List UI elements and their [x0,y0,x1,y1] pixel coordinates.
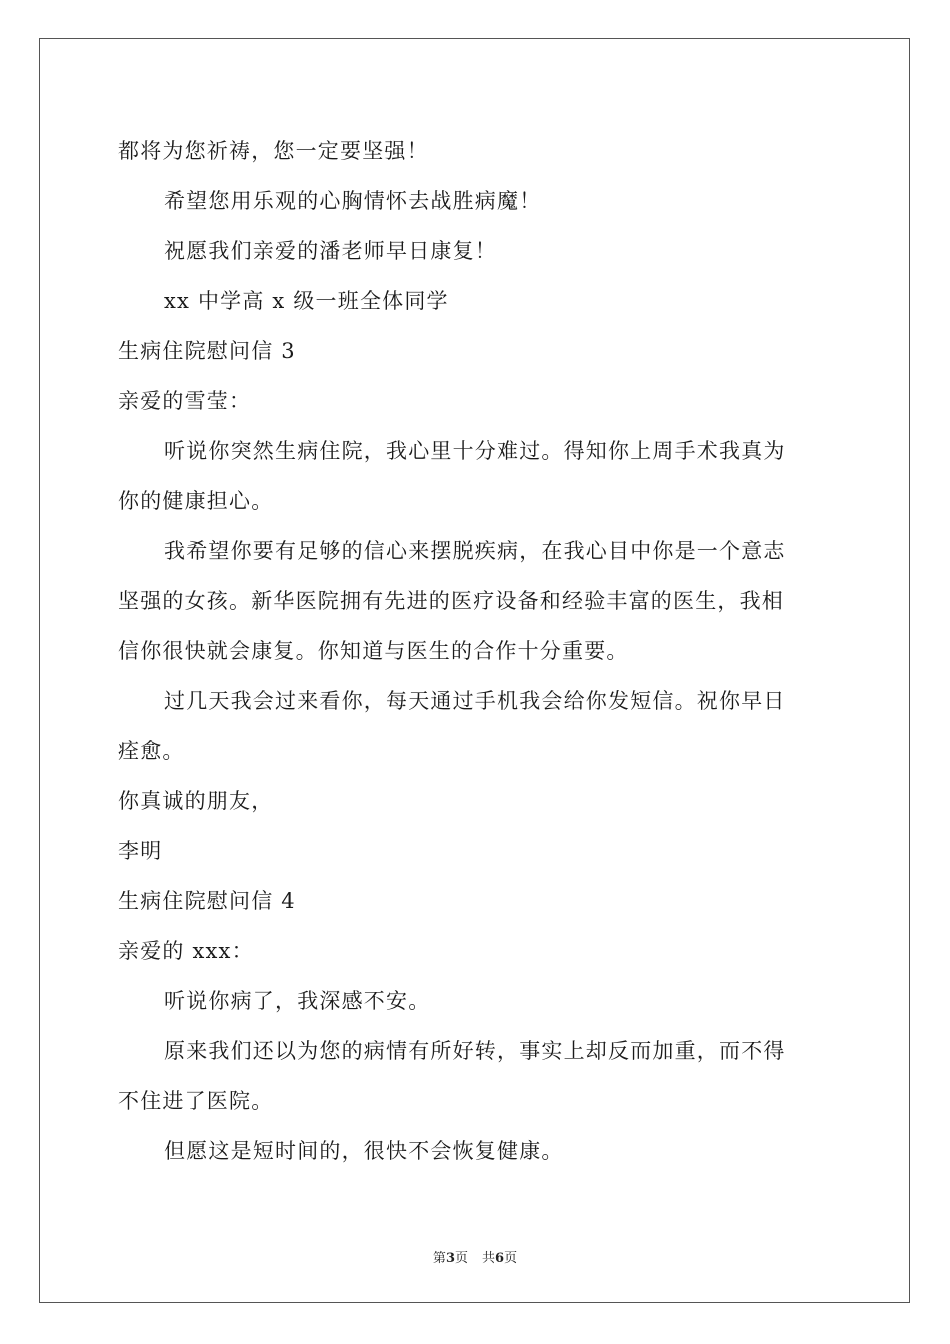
paragraph-line: 痊愈。 [118,739,185,763]
letter-title: 生病住院慰问信 3 [118,339,296,363]
page-footer [0,1247,950,1266]
closing-line: 你真诚的朋友， [118,789,274,813]
page-number-prefix: 第 [432,1251,446,1266]
paragraph-line: 过几天我会过来看你，每天通过手机我会给你发短信。祝你早日 [164,689,786,713]
page-number-suffix: 页 [454,1251,468,1266]
page-total-suffix: 页 [504,1251,518,1266]
page-total-prefix: 共 [482,1251,496,1266]
salutation: 亲爱的 xxx： [118,939,254,963]
paragraph-line: 坚强的女孩。新华医院拥有先进的医疗设备和经验丰富的医生，我相 [118,589,784,613]
document-body [118,126,834,1176]
paragraph-line: 但愿这是短时间的，很快不会恢复健康。 [164,1139,564,1163]
paragraph-line: 听说你突然生病住院，我心里十分难过。得知你上周手术我真为 [164,439,786,463]
paragraph-line: 原来我们还以为您的病情有所好转，事实上却反而加重，而不得 [164,1039,786,1063]
paragraph-line: 我希望你要有足够的信心来摆脱疾病，在我心目中你是一个意志 [164,539,786,563]
paragraph-line: 信你很快就会康复。你知道与医生的合作十分重要。 [118,639,629,663]
letter-title: 生病住院慰问信 4 [118,889,296,913]
paragraph-line: 听说你病了，我深感不安。 [164,989,431,1013]
paragraph-line: 不住进了医院。 [118,1089,274,1113]
salutation: 亲爱的雪莹： [118,389,252,413]
paragraph-line: 祝愿我们亲爱的潘老师早日康复！ [164,239,497,263]
page-current: 3 [445,1251,455,1266]
signature-line: xx 中学高 x 级一班全体同学 [164,289,449,313]
page-total: 6 [495,1251,505,1266]
signature-line: 李明 [118,839,163,863]
paragraph-line: 希望您用乐观的心胸情怀去战胜病魔！ [164,189,542,213]
paragraph-line: 你的健康担心。 [118,489,274,513]
paragraph-line: 都将为您祈祷，您一定要坚强！ [118,139,429,163]
